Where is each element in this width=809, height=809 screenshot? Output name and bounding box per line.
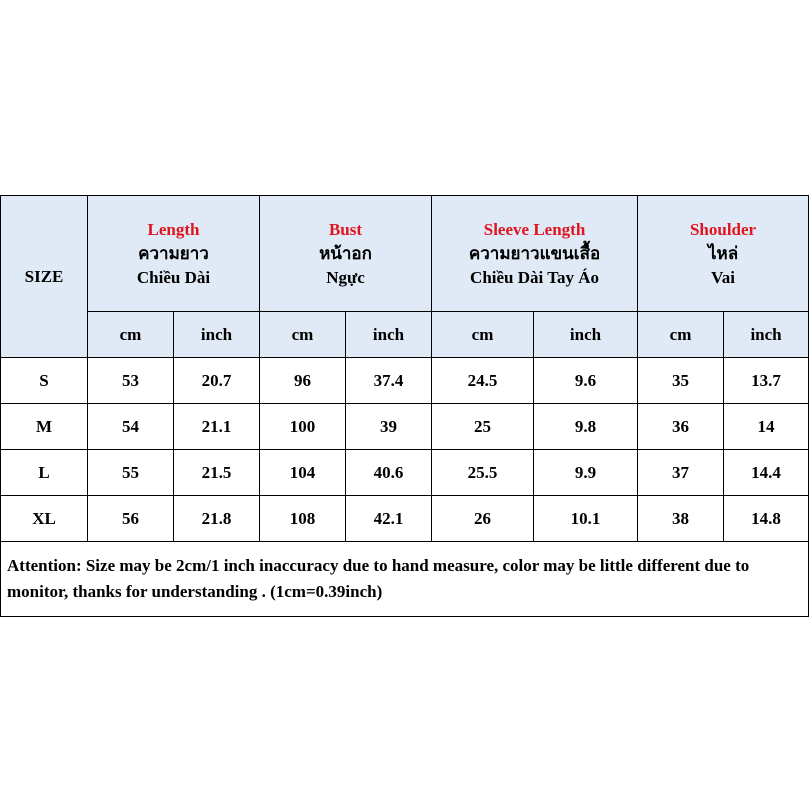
shoulder-title-th: ไหล่ bbox=[707, 243, 739, 263]
value-cell: 104 bbox=[260, 450, 346, 496]
size-label: M bbox=[1, 404, 88, 450]
value-cell: 37 bbox=[638, 450, 724, 496]
sleeve-title-th: ความยาวแขนเสื้อ bbox=[468, 243, 601, 263]
value-cell: 37.4 bbox=[346, 358, 432, 404]
unit-cell: cm bbox=[638, 312, 724, 358]
attention-note: Attention: Size may be 2cm/1 inch inaccuracy due to hand measure, color may be little different due to monitor, thanks for understanding . (1cm=0.39inch) bbox=[1, 542, 809, 617]
value-cell: 40.6 bbox=[346, 450, 432, 496]
unit-cell: cm bbox=[432, 312, 534, 358]
value-cell: 54 bbox=[88, 404, 174, 450]
value-cell: 36 bbox=[638, 404, 724, 450]
value-cell: 21.5 bbox=[174, 450, 260, 496]
length-title-en: Length bbox=[147, 219, 200, 239]
value-cell: 24.5 bbox=[432, 358, 534, 404]
unit-cell: cm bbox=[260, 312, 346, 358]
value-cell: 20.7 bbox=[174, 358, 260, 404]
value-cell: 100 bbox=[260, 404, 346, 450]
value-cell: 21.8 bbox=[174, 496, 260, 542]
bust-title-vi: Ngực bbox=[326, 267, 365, 287]
value-cell: 25 bbox=[432, 404, 534, 450]
length-header bbox=[88, 196, 260, 312]
shoulder-title-vi: Vai bbox=[711, 267, 736, 287]
unit-cell: inch bbox=[346, 312, 432, 358]
value-cell: 10.1 bbox=[534, 496, 638, 542]
unit-cell: inch bbox=[174, 312, 260, 358]
table-row bbox=[1, 450, 809, 496]
table-row bbox=[1, 358, 809, 404]
length-title-vi: Chiều Dài bbox=[136, 267, 211, 287]
size-label: XL bbox=[1, 496, 88, 542]
size-label: L bbox=[1, 450, 88, 496]
value-cell: 96 bbox=[260, 358, 346, 404]
value-cell: 14 bbox=[724, 404, 809, 450]
size-label: S bbox=[1, 358, 88, 404]
value-cell: 39 bbox=[346, 404, 432, 450]
value-cell: 56 bbox=[88, 496, 174, 542]
bust-header bbox=[260, 196, 432, 312]
size-chart-table bbox=[0, 195, 809, 617]
unit-cell: inch bbox=[724, 312, 809, 358]
header-row bbox=[1, 196, 809, 312]
unit-cell: cm bbox=[88, 312, 174, 358]
value-cell: 55 bbox=[88, 450, 174, 496]
value-cell: 14.4 bbox=[724, 450, 809, 496]
length-title-th: ความยาว bbox=[138, 243, 209, 263]
value-cell: 38 bbox=[638, 496, 724, 542]
bust-title-en: Bust bbox=[328, 219, 363, 239]
value-cell: 26 bbox=[432, 496, 534, 542]
note-row bbox=[1, 542, 809, 617]
unit-cell: inch bbox=[534, 312, 638, 358]
value-cell: 9.6 bbox=[534, 358, 638, 404]
value-cell: 14.8 bbox=[724, 496, 809, 542]
value-cell: 42.1 bbox=[346, 496, 432, 542]
shoulder-title-en: Shoulder bbox=[689, 219, 757, 239]
value-cell: 108 bbox=[260, 496, 346, 542]
unit-row bbox=[1, 312, 809, 358]
value-cell: 35 bbox=[638, 358, 724, 404]
bust-title-th: หน้าอก bbox=[319, 243, 372, 263]
sleeve-title-vi: Chiều Dài Tay Áo bbox=[470, 267, 599, 287]
value-cell: 9.9 bbox=[534, 450, 638, 496]
value-cell: 13.7 bbox=[724, 358, 809, 404]
table-row bbox=[1, 404, 809, 450]
value-cell: 21.1 bbox=[174, 404, 260, 450]
value-cell: 9.8 bbox=[534, 404, 638, 450]
sleeve-title-en: Sleeve Length bbox=[483, 219, 586, 239]
shoulder-header bbox=[638, 196, 809, 312]
value-cell: 25.5 bbox=[432, 450, 534, 496]
value-cell: 53 bbox=[88, 358, 174, 404]
table-row bbox=[1, 496, 809, 542]
sleeve-header bbox=[432, 196, 638, 312]
size-header: SIZE bbox=[1, 196, 88, 358]
